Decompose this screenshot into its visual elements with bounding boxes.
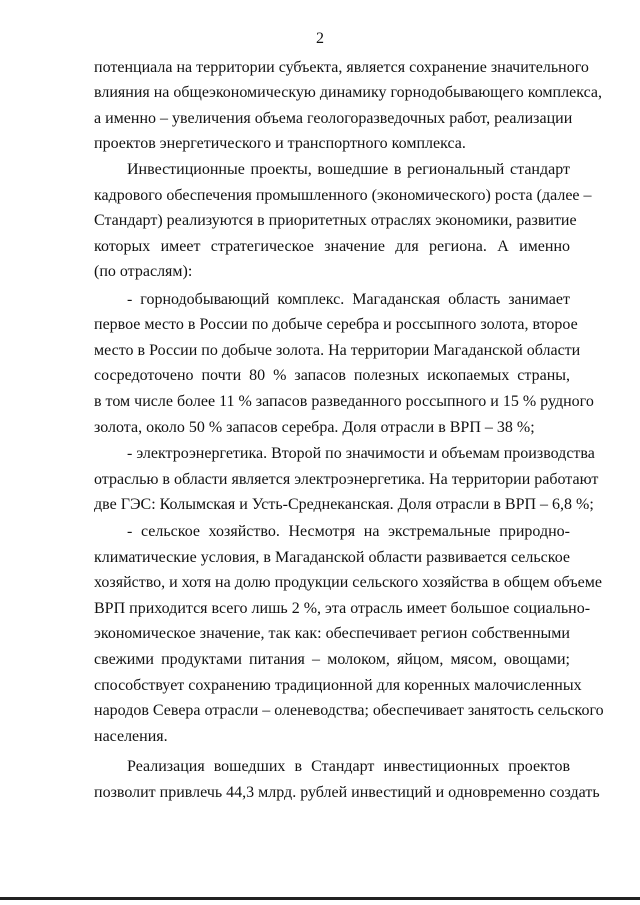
- page-bottom-border: [0, 897, 640, 900]
- text-line: которых имеет стратегическое значение для региона. А именно: [94, 238, 570, 255]
- text-line: позволит привлечь 44,3 млрд. рублей инвестиций и одновременно создать: [94, 784, 600, 801]
- text-line: проектов энергетического и транспортного комплекса.: [94, 135, 466, 152]
- text-line: способствует сохранению традиционной для коренных малочисленных: [94, 677, 582, 694]
- text-line: ВРП приходится всего лишь 2 %, эта отрасль имеет большое социально-: [94, 600, 591, 617]
- text-line: хозяйство, и хотя на долю продукции сельского хозяйства в общем объеме: [94, 574, 602, 591]
- text-line: экономическое значение, так как: обеспечивает регион собственными: [94, 625, 570, 642]
- text-line: - сельское хозяйство. Несмотря на экстремальные природно-: [127, 523, 570, 540]
- text-line: сосредоточено почти 80 % запасов полезных ископаемых страны,: [94, 367, 570, 384]
- text-line: место в России по добыче золота. На территории Магаданской области: [94, 342, 581, 359]
- text-line: отраслью в области является электроэнергетика. На территории работают: [94, 471, 599, 488]
- text-line: свежими продуктами питания – молоком, яйцом, мясом, овощами;: [94, 651, 570, 668]
- text-line: две ГЭС: Колымская и Усть-Среднеканская. Доля отрасли в ВРП – 6,8 %;: [94, 496, 594, 513]
- text-line: - электроэнергетика. Второй по значимости и объемам производства: [127, 445, 595, 462]
- text-line: а именно – увеличения объема геологоразведочных работ, реализации: [94, 110, 573, 127]
- page-number: 2: [316, 30, 324, 47]
- text-line: населения.: [94, 728, 168, 745]
- text-line: кадрового обеспечения промышленного (экономического) роста (далее –: [94, 187, 592, 204]
- text-line: Инвестиционные проекты, вошедшие в региональный стандарт: [127, 161, 570, 178]
- text-line: - горнодобывающий комплекс. Магаданская область занимает: [127, 291, 570, 308]
- text-line: народов Севера отрасли – оленеводства; обеспечивает занятость сельского: [94, 702, 604, 719]
- text-line: Стандарт) реализуются в приоритетных отраслях экономики, развитие: [94, 212, 577, 229]
- text-line: первое место в России по добыче серебра и россыпного золота, второе: [94, 316, 578, 333]
- text-line: влияния на общеэкономическую динамику горнодобывающего комплекса,: [94, 84, 602, 101]
- text-line: климатические условия, в Магаданской области развивается сельское: [94, 549, 570, 566]
- text-line: Реализация вошедших в Стандарт инвестиционных проектов: [127, 758, 570, 775]
- text-line: золота, около 50 % запасов серебра. Доля отрасли в ВРП – 38 %;: [94, 419, 535, 436]
- text-line: в том числе более 11 % запасов разведанного россыпного и 15 % рудного: [94, 393, 594, 410]
- text-line: потенциала на территории субъекта, является сохранение значительного: [94, 59, 589, 76]
- text-line: (по отраслям):: [94, 263, 193, 280]
